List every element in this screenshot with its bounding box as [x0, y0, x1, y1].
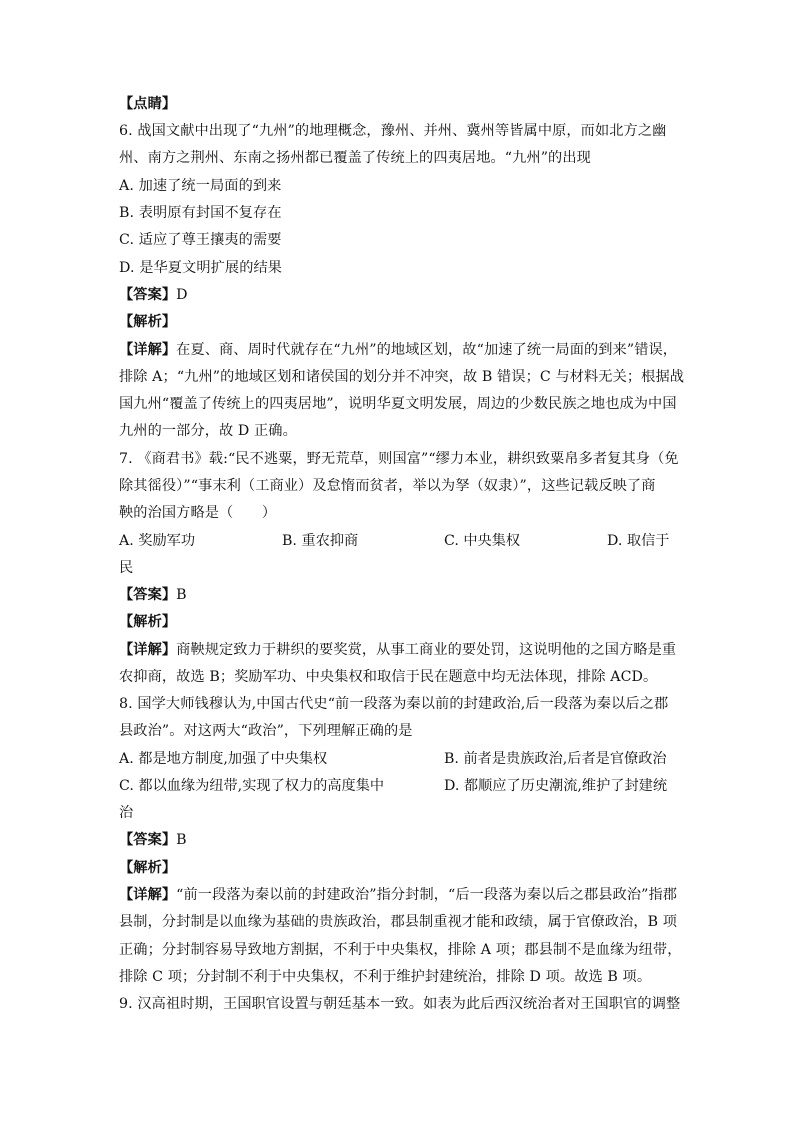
- q8-option-b: B. 前者是贵族政治,后者是官僚政治: [444, 751, 667, 767]
- q8-analysis-heading: 【解析】: [119, 860, 177, 876]
- q6-option-a: A. 加速了统一局面的到来: [119, 178, 282, 194]
- q6-answer: 【答案】D: [119, 287, 188, 303]
- q7-answer: 【答案】B: [119, 587, 187, 603]
- q7-option-a: A. 奖励军功: [119, 533, 196, 549]
- q6-option-c: C. 适应了尊王攘夷的需要: [119, 232, 282, 248]
- q7-analysis-heading: 【解析】: [119, 614, 177, 630]
- q8-detail-line-1: 【详解】“前一段落为秦以前的封建政治”指分封制，“后一段落为秦以后之郡县政治”指郡: [119, 887, 678, 903]
- q6-option-d: D. 是华夏文明扩展的结果: [119, 260, 283, 276]
- q6-stem-line-1: 6. 战国文献中出现了“九州”的地理概念，豫州、并州、冀州等皆属中原，而如北方之幽: [119, 123, 667, 139]
- q6-detail-line-4: 九州的一部分，故 D 正确。: [119, 423, 297, 439]
- q8-option-d-continued: 治: [119, 805, 134, 821]
- q8-detail-line-4: 排除 C 项；分封制不利于中央集权，不利于维护封建统治，排除 D 项。故选 B 项。: [119, 969, 652, 985]
- q7-option-c: C. 中央集权: [444, 533, 521, 549]
- q6-option-b: B. 表明原有封国不复存在: [119, 205, 282, 221]
- q8-stem-line-1: 8. 国学大师钱穆认为,中国古代史“前一段落为秦以前的封建政治,后一段落为秦以后之郡: [119, 696, 669, 712]
- q8-option-d: D. 都顺应了历史潮流,维护了封建统: [444, 778, 668, 794]
- q8-option-a: A. 都是地方制度,加强了中央集权: [119, 751, 328, 767]
- q8-detail-line-2: 县制，分封制是以血缘为基础的贵族政治，郡县制重视才能和政绩，属于官僚政治，B 项: [119, 914, 678, 930]
- q9-stem-line-1: 9. 汉高祖时期，王国职官设置与朝廷基本一致。如表为此后西汉统治者对王国职官的调整: [119, 996, 681, 1012]
- q7-stem-line-3: 鞅的治国方略是（ ）: [119, 505, 277, 521]
- q6-analysis-heading: 【解析】: [119, 314, 177, 330]
- q7-stem-line-1: 7. 《商君书》载:“民不逃粟，野无荒草，则国富”“缪力本业，耕织致粟帛多者复其身（免: [119, 451, 679, 467]
- q7-option-d: D. 取信于: [607, 533, 670, 549]
- q6-detail-line-1: 【详解】在夏、商、周时代就存在“九州”的地域区划，故“加速了统一局面的到来”错误，: [119, 342, 678, 358]
- q7-option-d-continued: 民: [119, 560, 134, 576]
- q8-stem-line-2: 县政治”。对这两大“政治”，下列理解正确的是: [119, 723, 413, 739]
- q7-stem-line-2: 除其徭役）”“事末利（工商业）及怠惰而贫者，举以为孥（奴隶）”，这些记载反映了商: [119, 478, 656, 494]
- dianjing-heading: 【点睛】: [119, 96, 177, 112]
- q8-answer: 【答案】B: [119, 832, 187, 848]
- q6-detail-line-3: 国九州“覆盖了传统上的四夷居地”，说明华夏文明发展，周边的少数民族之地也成为中国: [119, 396, 677, 412]
- q7-detail-line-1: 【详解】商鞅规定致力于耕织的要奖赏，从事工商业的要处罚，这说明他的之国方略是重: [119, 642, 677, 658]
- q8-detail-line-3: 正确；分封制容易导致地方割据，不利于中央集权，排除 A 项；郡县制不是血缘为纽带，: [119, 942, 682, 958]
- q6-stem-line-2: 州、南方之荆州、东南之扬州都已覆盖了传统上的四夷居地。“九州”的出现: [119, 150, 591, 166]
- q6-detail-line-2: 排除 A；“九州”的地域区划和诸侯国的划分并不冲突，故 B 错误；C 与材料无关；根据战: [119, 369, 685, 385]
- q8-option-c: C. 都以血缘为纽带,实现了权力的高度集中: [119, 778, 385, 794]
- q7-detail-line-2: 农抑商，故选 B；奖励军功、中央集权和取信于民在题意中均无法体现，排除 ACD。: [119, 669, 658, 685]
- q7-option-b: B. 重农抑商: [282, 533, 359, 549]
